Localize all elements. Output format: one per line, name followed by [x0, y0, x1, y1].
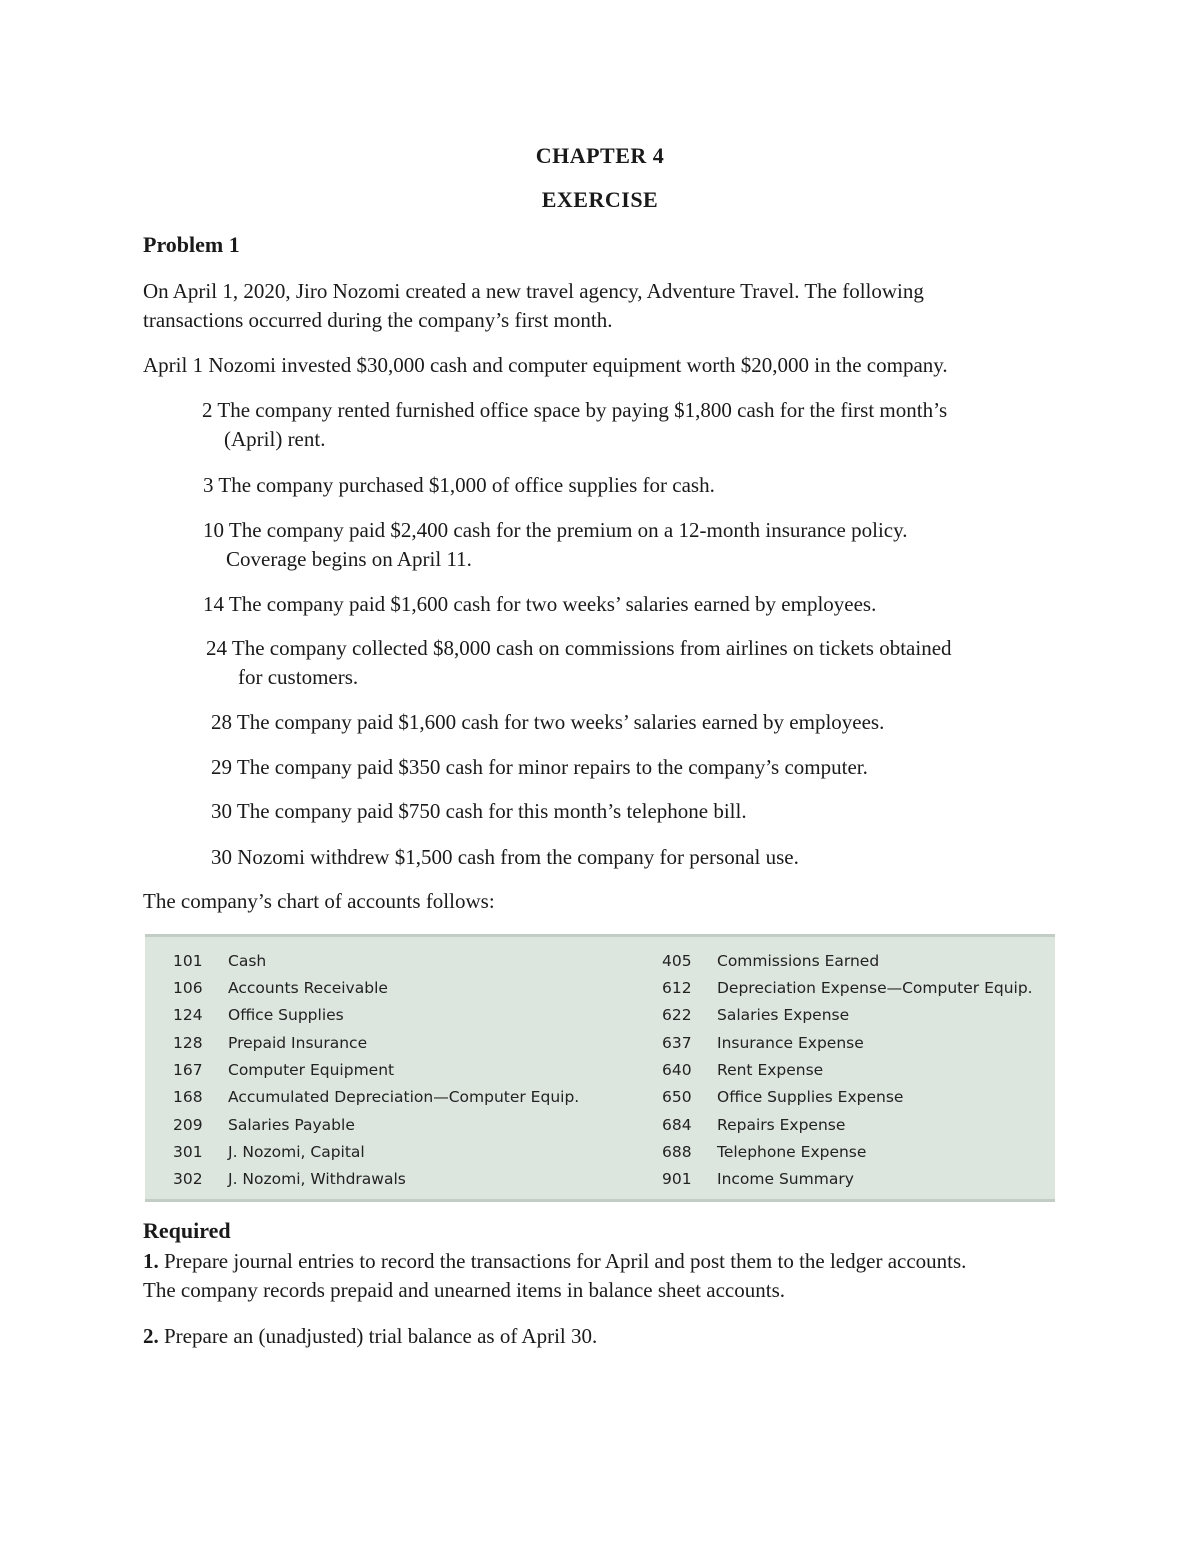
required-item-number: 2.: [143, 1324, 159, 1348]
exercise-title: EXERCISE: [541, 187, 659, 212]
required-item-1-line2: The company records prepaid and unearned items in balance sheet accounts.: [143, 1278, 785, 1302]
account-number: 684: [662, 1116, 692, 1134]
account-number: 106: [173, 979, 203, 997]
transaction-apr-24-line2: for customers.: [238, 665, 359, 689]
chart-of-accounts-intro: The company’s chart of accounts follows:: [143, 889, 495, 913]
account-name: Computer Equipment: [228, 1061, 395, 1079]
transaction-apr-14: 14 The company paid $1,600 cash for two weeks’ salaries earned by employees.: [203, 592, 877, 616]
account-number: 301: [173, 1143, 203, 1161]
transaction-apr-30-telephone: 30 The company paid $750 cash for this month’s telephone bill.: [211, 799, 747, 823]
account-number: 612: [662, 979, 692, 997]
required-item-1-line1: [143, 1247, 1068, 1276]
account-number: 901: [662, 1170, 692, 1188]
account-number: 637: [662, 1034, 692, 1052]
chapter-title: CHAPTER 4: [535, 143, 665, 168]
account-number: 168: [173, 1088, 203, 1106]
account-name: Salaries Payable: [228, 1116, 355, 1134]
account-number: 405: [662, 952, 692, 970]
problem-intro-line1: On April 1, 2020, Jiro Nozomi created a new travel agency, Adventure Travel. The following: [143, 279, 924, 303]
account-number: 650: [662, 1088, 692, 1106]
transaction-apr-30-withdrawal: 30 Nozomi withdrew $1,500 cash from the company for personal use.: [211, 845, 799, 869]
account-name: Salaries Expense: [717, 1006, 850, 1024]
account-name: Repairs Expense: [717, 1116, 846, 1134]
account-number: 101: [173, 952, 203, 970]
required-item-2: [143, 1322, 1068, 1351]
transaction-apr-2-line1: 2 The company rented furnished office space by paying $1,800 cash for the first month’s: [202, 398, 948, 422]
transaction-apr-10-line2: Coverage begins on April 11.: [226, 547, 472, 571]
transaction-apr-10-line1: 10 The company paid $2,400 cash for the premium on a 12-month insurance policy.: [203, 518, 908, 542]
problem-heading: Problem 1: [143, 232, 240, 257]
account-number: 302: [173, 1170, 203, 1188]
account-name: Cash: [228, 952, 267, 970]
account-name: Office Supplies: [228, 1006, 344, 1024]
problem-intro-line2: transactions occurred during the company’s first month.: [143, 308, 613, 332]
chart-of-accounts-table: [145, 934, 1055, 1202]
account-name: Rent Expense: [717, 1061, 824, 1079]
transaction-apr-3: 3 The company purchased $1,000 of office supplies for cash.: [203, 473, 715, 497]
transaction-apr-24-line1: 24 The company collected $8,000 cash on commissions from airlines on tickets obtained: [206, 636, 952, 660]
required-item-text: Prepare journal entries to record the transactions for April and post them to the ledger accounts.: [158, 1249, 967, 1273]
account-name: Depreciation Expense—Computer Equip.: [717, 979, 1033, 997]
account-number: 128: [173, 1034, 203, 1052]
account-name: Income Summary: [717, 1170, 854, 1188]
required-item-number: 1.: [143, 1249, 159, 1273]
account-name: Accounts Receivable: [228, 979, 388, 997]
account-name: Office Supplies Expense: [717, 1088, 904, 1106]
account-name: J. Nozomi, Capital: [228, 1143, 365, 1161]
account-name: Prepaid Insurance: [228, 1034, 368, 1052]
transaction-apr-2-line2: (April) rent.: [224, 427, 326, 451]
required-heading: Required: [143, 1218, 231, 1243]
account-name: Commissions Earned: [717, 952, 880, 970]
account-name: Insurance Expense: [717, 1034, 864, 1052]
transaction-apr-1: April 1 Nozomi invested $30,000 cash and computer equipment worth $20,000 in the company.: [143, 353, 948, 377]
account-number: 167: [173, 1061, 203, 1079]
account-name: Telephone Expense: [717, 1143, 867, 1161]
account-number: 622: [662, 1006, 692, 1024]
account-number: 124: [173, 1006, 203, 1024]
required-item-text: Prepare an (unadjusted) trial balance as of April 30.: [158, 1324, 598, 1348]
account-number: 688: [662, 1143, 692, 1161]
account-name: J. Nozomi, Withdrawals: [228, 1170, 406, 1188]
transaction-apr-28: 28 The company paid $1,600 cash for two weeks’ salaries earned by employees.: [211, 710, 885, 734]
account-number: 209: [173, 1116, 203, 1134]
transaction-apr-29: 29 The company paid $350 cash for minor repairs to the company’s computer.: [211, 755, 868, 779]
account-name: Accumulated Depreciation—Computer Equip.: [228, 1088, 580, 1106]
account-number: 640: [662, 1061, 692, 1079]
